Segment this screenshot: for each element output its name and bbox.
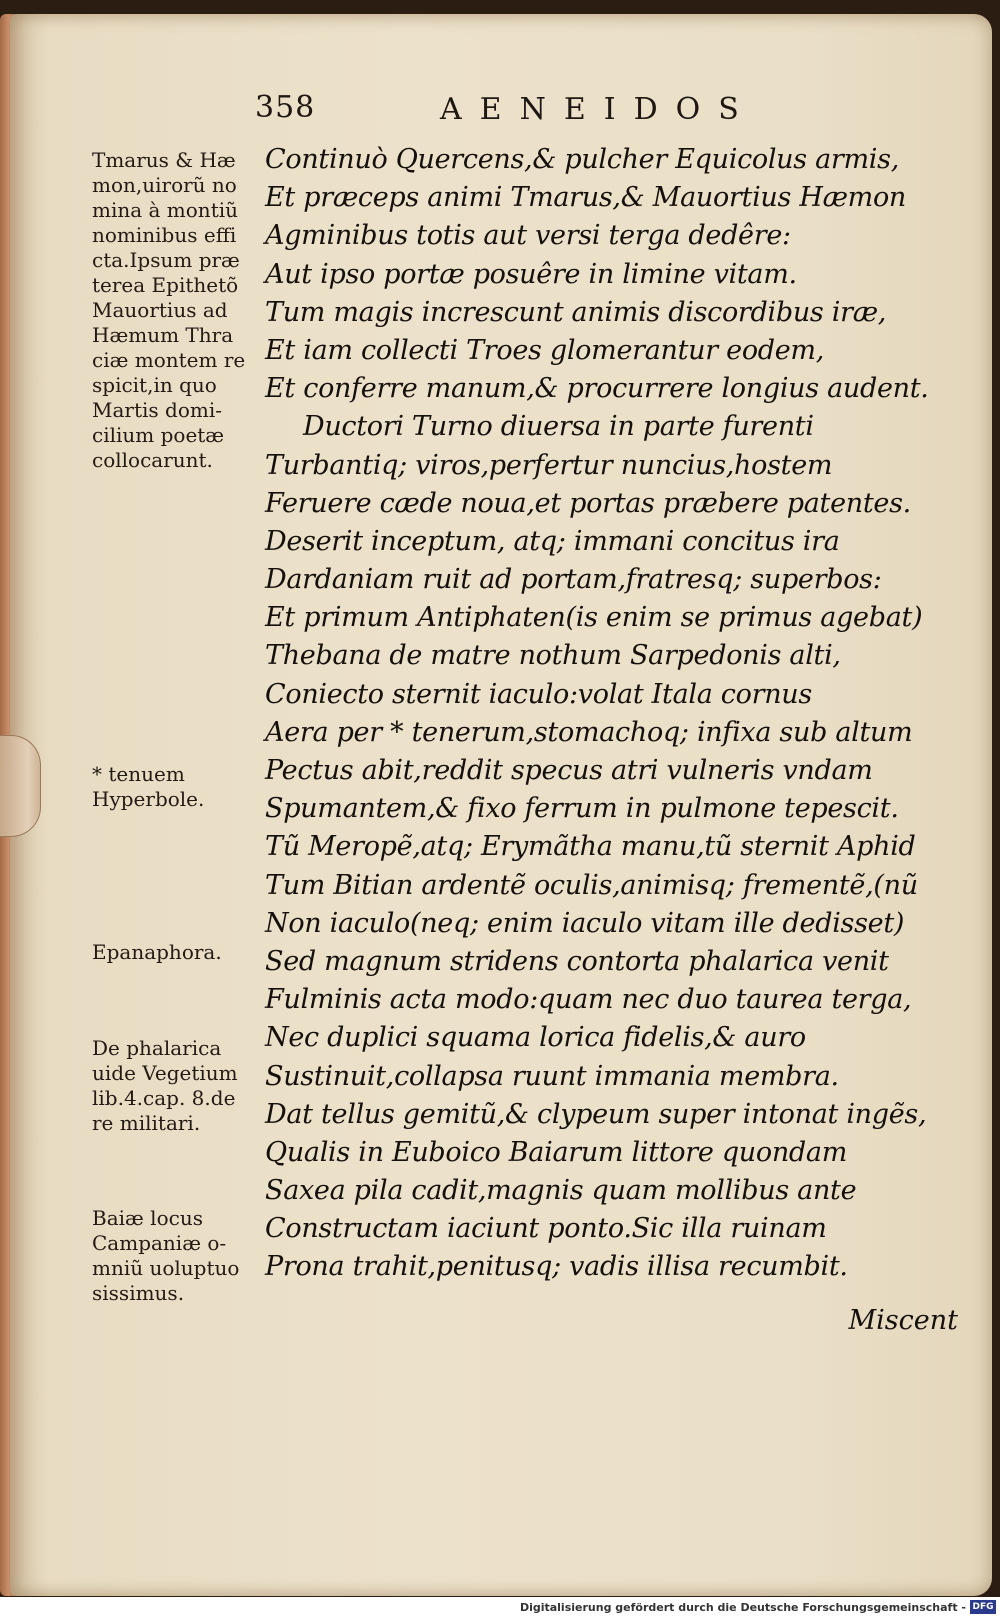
- verse-line: Non iaculo(neq; enim iaculo vitam ille dedisset): [265, 907, 905, 939]
- dfg-logo: DFG: [970, 1600, 996, 1614]
- marginal-line: terea Epithetõ: [92, 273, 239, 297]
- marginal-line: Mauortius ad: [92, 298, 228, 322]
- verse-line: Pectus abit,reddit specus atri vulneris vndam: [265, 755, 873, 786]
- verse-line: Tũ Meropẽ,atq; Erymãtha manu,tũ sternit Aphid: [265, 831, 916, 863]
- marginal-line: uide Vegetium: [92, 1061, 238, 1085]
- marginal-line: re militari.: [92, 1111, 201, 1135]
- marginal-note-hyperbole: [92, 762, 270, 812]
- verse-line: Dat tellus gemitũ,& clypeum super intonat ingẽs,: [265, 1098, 927, 1130]
- verse-line: Turbantiq; viros,perfertur nuncius,hostem: [265, 449, 833, 481]
- marginal-line: lib.4.cap. 8.de: [92, 1086, 236, 1110]
- verse-block: [265, 141, 955, 1287]
- marginal-line: cilium poetæ: [92, 423, 225, 447]
- verse-line: Et iam collecti Troes glomerantur eodem,: [265, 334, 825, 366]
- marginal-note-epanaphora: [92, 940, 270, 965]
- running-title: AENEIDOS: [440, 92, 757, 127]
- marginal-note-tmarus: [92, 148, 270, 473]
- marginal-note-phalarica: [92, 1036, 270, 1136]
- verse-line: Aut ipso portæ posuêre in limine vitam.: [265, 258, 797, 290]
- marginal-line: Campaniæ o-: [92, 1231, 227, 1255]
- marginal-line: De phalarica: [92, 1036, 222, 1060]
- marginal-line: Hyperbole.: [92, 787, 205, 811]
- verse-line: Coniecto sternit iaculo:volat Itala cornus: [265, 678, 812, 710]
- page-header: [255, 90, 815, 130]
- verse-line: Nec duplici squama lorica fidelis,& auro: [265, 1022, 806, 1054]
- verse-line: Tum magis increscunt animis discordibus iræ,: [265, 296, 887, 328]
- verse-line: Dardaniam ruit ad portam,fratresq; superbos:: [265, 564, 882, 596]
- verse-line: Et conferre manum,& procurrere longius audent.: [265, 373, 929, 405]
- verse-line: Agminibus totis aut versi terga dedêre:: [265, 220, 791, 252]
- marginal-line: mniũ uoluptuo: [92, 1256, 240, 1280]
- marginal-line: Epanaphora.: [92, 940, 222, 964]
- marginal-line: Tmarus & Hæ: [92, 148, 236, 172]
- marginal-line: mina à montiũ: [92, 198, 239, 222]
- marginal-line: * tenuem: [92, 762, 185, 786]
- verse-line: Deserit inceptum, atq; immani concitus ira: [265, 525, 840, 557]
- digitization-footer: [0, 1597, 1000, 1619]
- marginal-line: nominibus effi: [92, 223, 237, 247]
- verse-line: Constructam iaciunt ponto.Sic illa ruinam: [265, 1213, 827, 1245]
- marginal-line: Baiæ locus: [92, 1206, 203, 1230]
- verse-line: Sustinuit,collapsa ruunt immania membra.: [265, 1060, 839, 1092]
- verse-line: Et primum Antiphaten(is enim se primus agebat): [265, 602, 923, 634]
- footer-credit: Digitalisierung gefördert durch die Deutsche Forschungsgemeinschaft -: [519, 1601, 966, 1614]
- verse-line: Saxea pila cadit,magnis quam mollibus ante: [265, 1175, 857, 1207]
- verse-line: Thebana de matre nothum Sarpedonis alti,: [265, 640, 841, 672]
- catchword: Miscent: [848, 1305, 958, 1336]
- marginal-line: mon,uirorũ no: [92, 173, 237, 197]
- verse-line: Prona trahit,penitusq; vadis illisa recumbit.: [265, 1251, 848, 1283]
- marginal-line: collocarunt.: [92, 448, 213, 472]
- verse-line: Tum Bitian ardentẽ oculis,animisq; frementẽ,(nũ: [265, 869, 918, 901]
- marginal-line: Martis domi-: [92, 398, 222, 422]
- marginal-line: sissimus.: [92, 1281, 185, 1305]
- marginal-note-baiae: [92, 1206, 270, 1306]
- verse-line: Continuò Quercens,& pulcher Equicolus armis,: [265, 144, 899, 175]
- verse-line: Qualis in Euboico Baiarum littore quondam: [265, 1136, 848, 1168]
- page-number: 358: [255, 90, 316, 125]
- verse-line: Feruere cæde noua,et portas præbere patentes.: [265, 487, 911, 519]
- verse-line: Fulminis acta modo:quam nec duo taurea terga,: [265, 984, 912, 1016]
- marginal-line: ciæ montem re: [92, 348, 246, 372]
- verse-line: Ductori Turno diuersa in parte furenti: [303, 411, 814, 443]
- marginal-line: spicit,in quo: [92, 373, 217, 397]
- verse-line: Aera per * tenerum,stomachoq; infixa sub altum: [265, 716, 913, 748]
- bookmark-tab: [0, 735, 41, 837]
- verse-line: Sed magnum stridens contorta phalarica venit: [265, 945, 889, 977]
- verse-line: Et præceps animi Tmarus,& Mauortius Hæmon: [265, 182, 907, 214]
- marginal-line: Hæmum Thra: [92, 323, 234, 347]
- marginal-line: cta.Ipsum præ: [92, 248, 240, 272]
- verse-line: Spumantem,& fixo ferrum in pulmone tepescit.: [265, 793, 899, 825]
